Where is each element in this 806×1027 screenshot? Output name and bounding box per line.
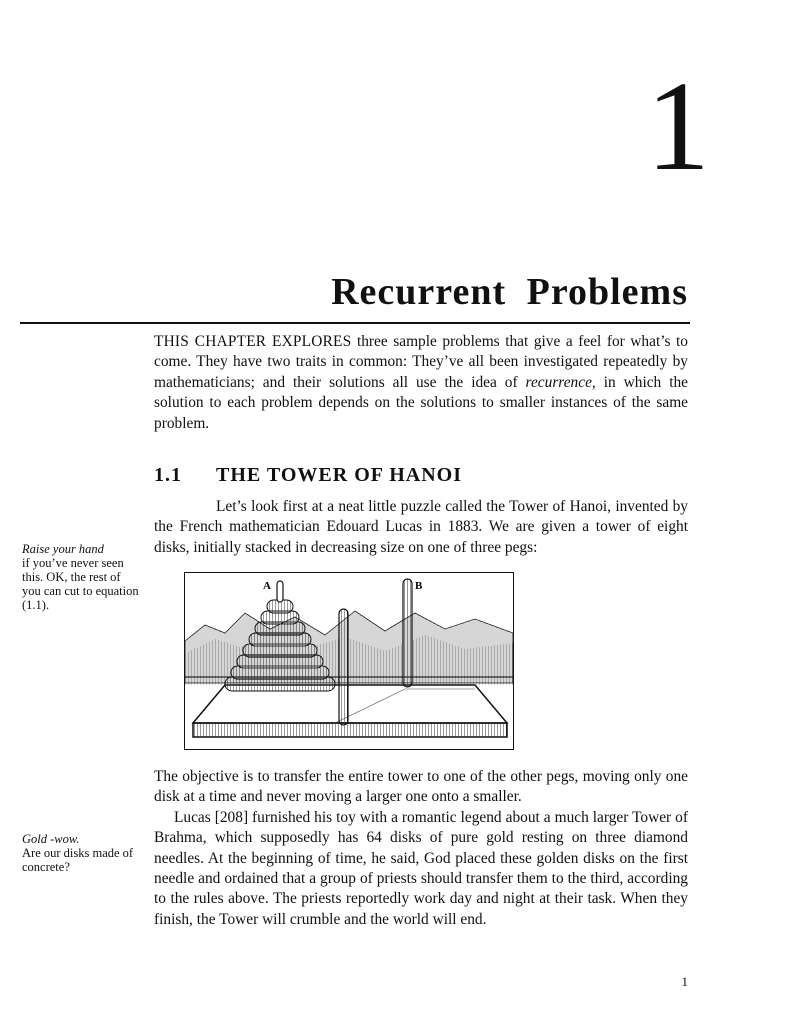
peg-label-b: B: [415, 580, 423, 592]
section-heading: [154, 464, 688, 487]
paragraph-1: [154, 497, 688, 558]
chapter-title: Recurrent Problems: [331, 271, 688, 313]
margin-note-2-lead: Gold -wow.: [22, 832, 80, 846]
tower-illustration: [185, 573, 513, 749]
section-title: THE TOWER OF HANOI: [216, 464, 463, 486]
title-rule: [20, 322, 690, 324]
margin-note-2: [22, 832, 140, 874]
margin-note-2-text: Are our disks made of concrete?: [22, 846, 134, 874]
margin-note-1-lead: Raise your hand: [22, 542, 104, 556]
margin-note-1: [22, 542, 140, 612]
paragraph-2-text: The objective is to transfer the entire tower to one of the other pegs, moving only one disk at a time and never moving a larger one onto a smaller.: [154, 768, 688, 806]
peg-label-a: A: [263, 580, 271, 592]
section-number: 1.1: [154, 464, 182, 486]
intro-text-2: in which the solution to each problem depends on the solutions to smaller instances of the same problem.: [154, 373, 689, 432]
chapter-number: 1: [646, 55, 710, 197]
intro-paragraph: [154, 332, 688, 434]
intro-lead: THIS CHAPTER EXPLORES: [154, 333, 352, 350]
intro-emphasis: recurrence,: [525, 373, 596, 391]
paragraph-3-text: Lucas [208] furnished his toy with a romantic legend about a much larger Tower of Brahma, which supposedly has 64 disks of pure gold resting on three diamond needles. At the beginning of time, he said, God placed these golden disks on the first needle and ordained that a group of priests should transfer them to the third, according to the rules above. The priests reportedly work day and night at their task. When they finish, the Tower will crumble and the world will end.: [154, 808, 688, 928]
tower-of-hanoi-figure: [184, 572, 514, 750]
margin-note-1-text: if you’ve never seen this. OK, the rest of you can cut to equation (1.1).: [22, 556, 139, 612]
intro-text-1: three sample problems that give a feel for what’s to come. They have two traits in common: They’ve all been investigated repeatedly by mathematicians; and their solutions all use the idea of: [154, 333, 688, 391]
paragraph-2: [154, 767, 688, 930]
paragraph-1-text: Let’s look first at a neat little puzzle called the Tower of Hanoi, invented by the French mathematician Edouard Lucas in 1883. We are given a tower of eight disks, initially stacked in decreasing size on one of three pegs:: [154, 498, 688, 556]
page-number: 1: [681, 974, 688, 989]
